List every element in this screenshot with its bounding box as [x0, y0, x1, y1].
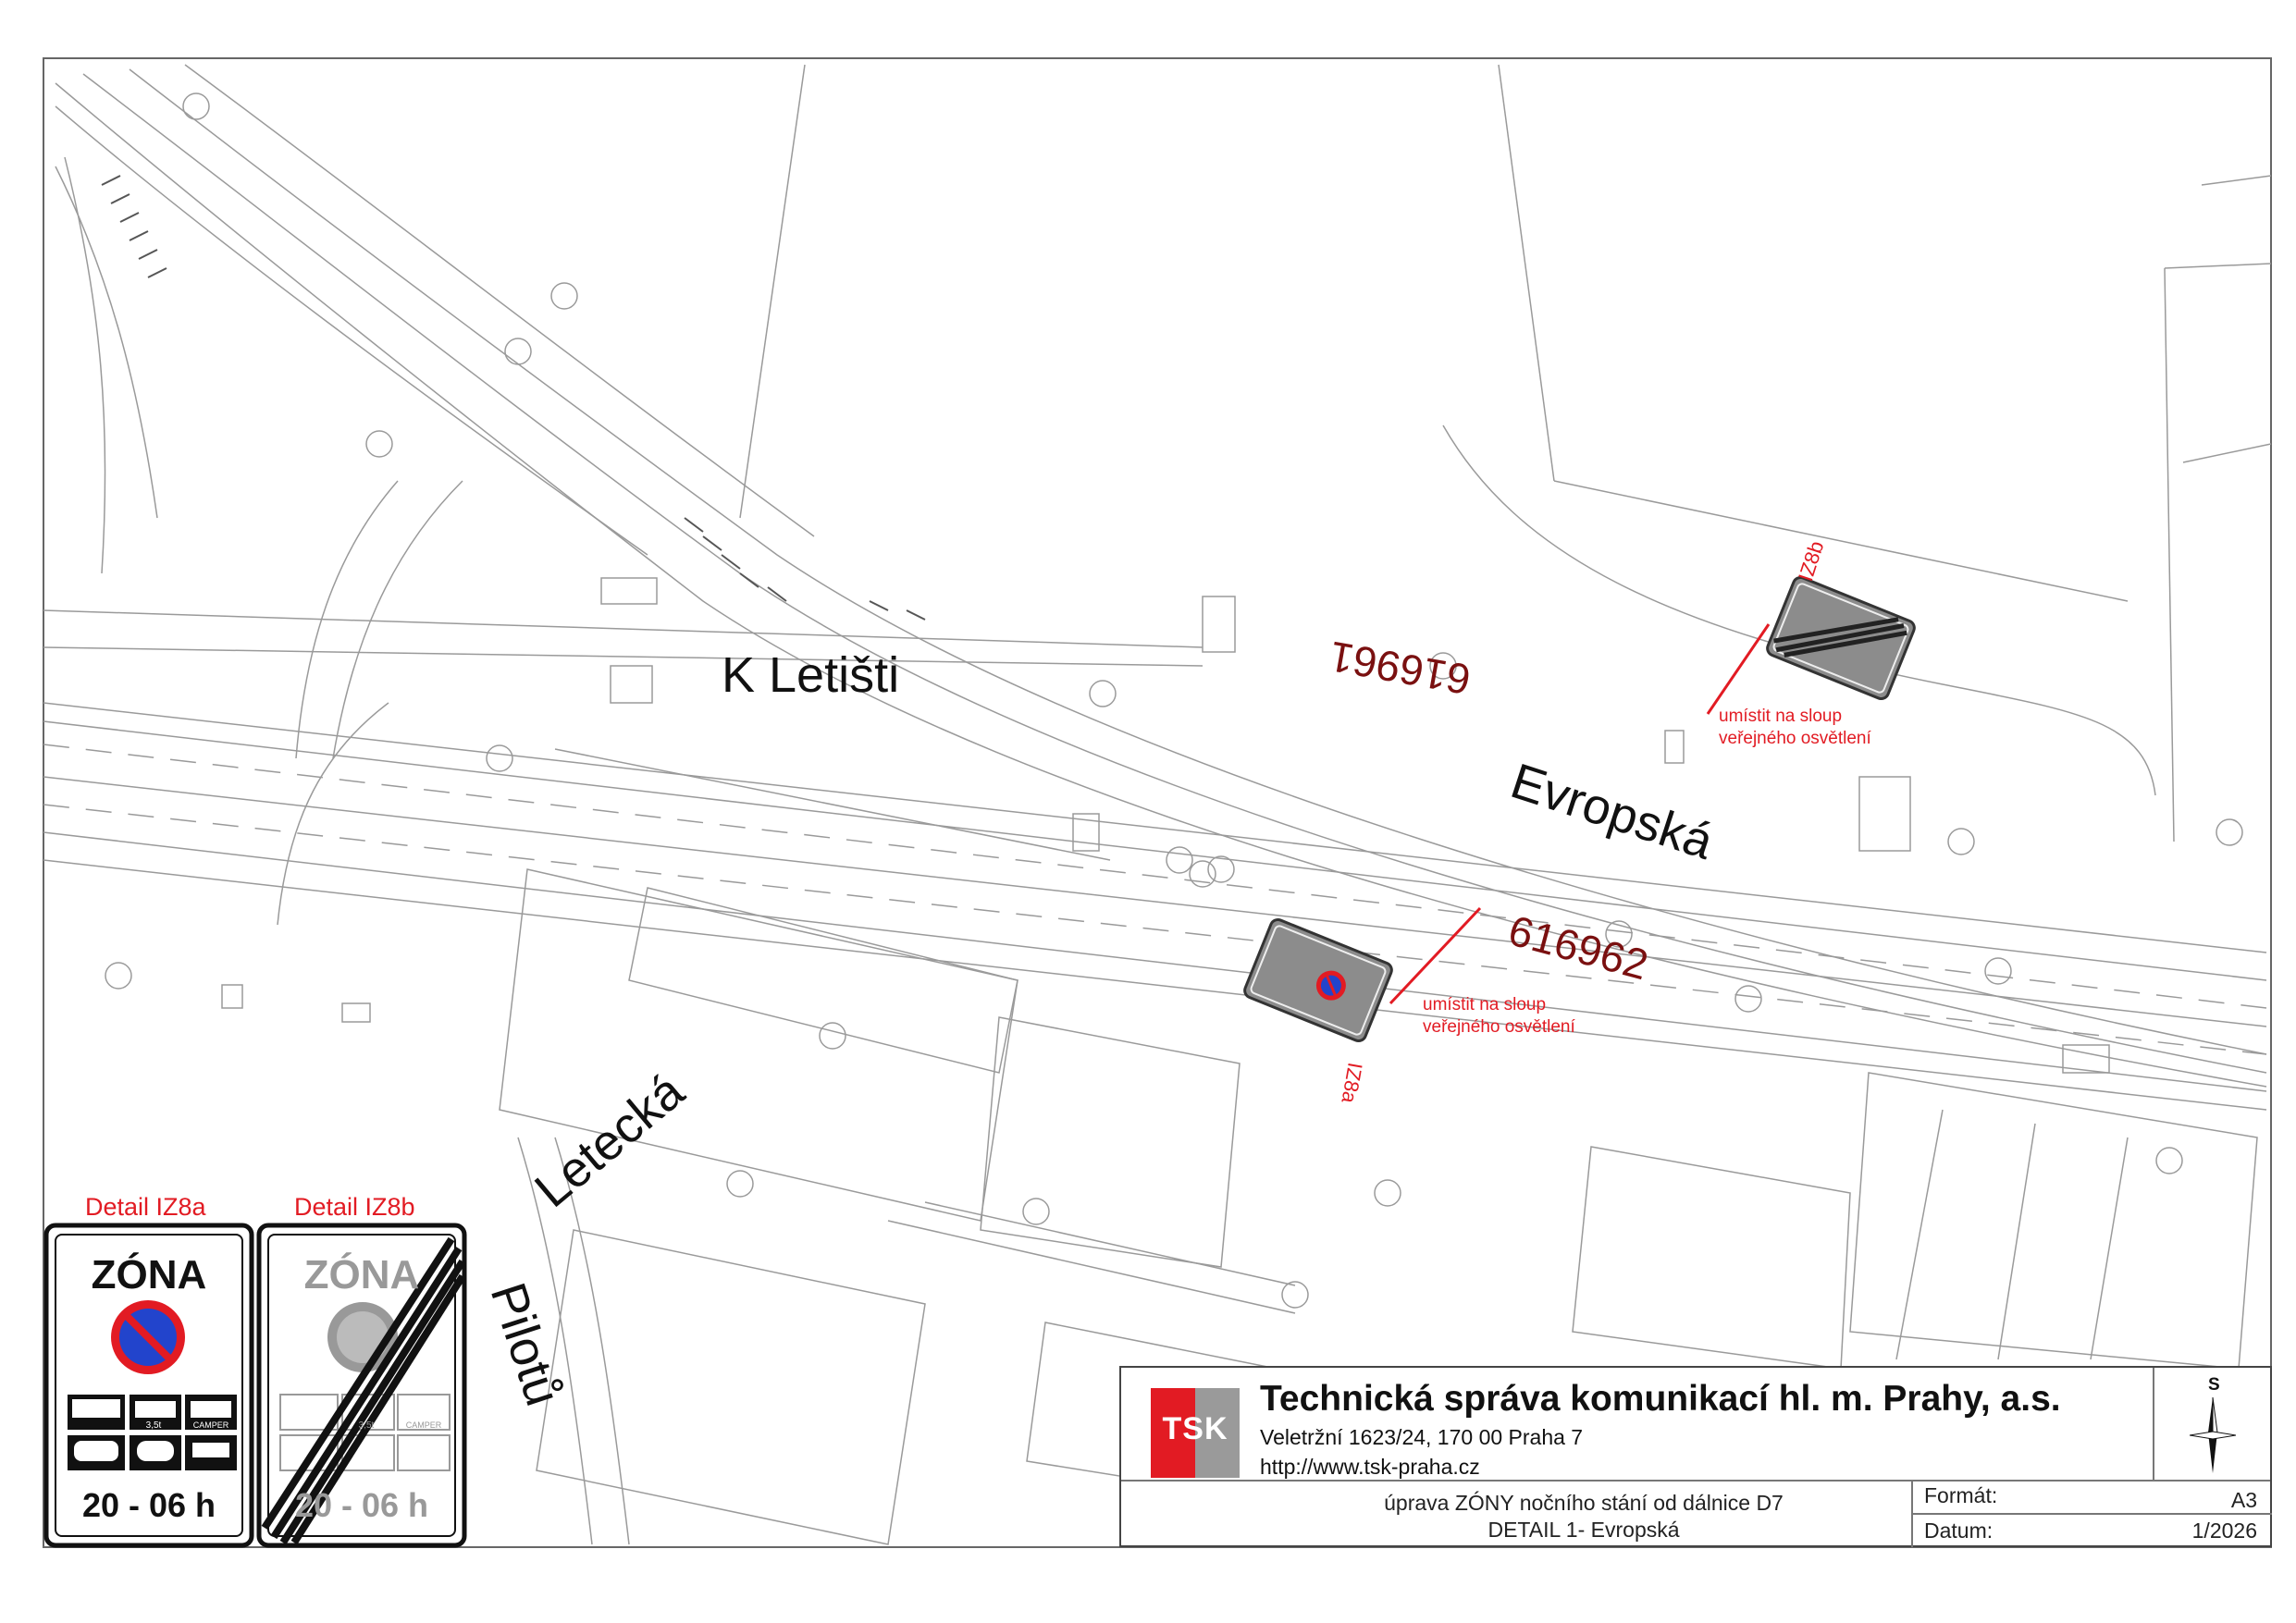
detail-iz8b-label: Detail IZ8b	[294, 1193, 415, 1221]
format-value: A3	[2230, 1488, 2257, 1512]
note-iz8a-line2: veřejného osvětlení	[1423, 1017, 1575, 1037]
street-label-pilotu: Pilotů	[479, 1276, 572, 1413]
title-block-divider-h2	[1911, 1513, 2272, 1515]
leader-line-iz8b	[1708, 624, 1769, 714]
company-name: Technická správa komunikací hl. m. Prahy, a.s.	[1260, 1379, 2061, 1419]
compass-label: S	[2208, 1375, 2220, 1395]
note-iz8b-line2: veřejného osvětlení	[1719, 729, 1871, 748]
note-iz8a-line1: umístit na sloup	[1423, 995, 1547, 1014]
title-block-divider-h	[1121, 1480, 2270, 1482]
detail-iz8b-weight: 3,5t	[358, 1420, 375, 1431]
title-block	[1119, 1366, 2272, 1547]
sign-code-iz8a: IZ8a	[1337, 1061, 1367, 1105]
north-arrow-icon	[2190, 1397, 2236, 1473]
detail-iz8a-camper: CAMPER	[192, 1420, 229, 1430]
detail-iz8b-camper: CAMPER	[405, 1420, 442, 1430]
marker-id-616962: 616962	[1503, 905, 1654, 990]
hatched-areas	[102, 176, 925, 620]
marker-id-616961: 616961	[1326, 632, 1475, 705]
company-url[interactable]: http://www.tsk-praha.cz	[1260, 1455, 1480, 1479]
street-label-k-letisti: K Letišti	[722, 647, 900, 703]
company-address: Veletržní 1623/24, 170 00 Praha 7	[1260, 1425, 1584, 1449]
map-sign-iz8a	[1242, 917, 1394, 1043]
sign-code-iz8b: IZ8b	[1793, 537, 1829, 584]
street-label-evropska: Evropská	[1504, 753, 1720, 870]
detail-iz8b-zona: ZÓNA	[303, 1252, 420, 1297]
note-iz8b-line1: umístit na sloup	[1719, 707, 1843, 726]
detail-iz8a-zona: ZÓNA	[91, 1252, 207, 1297]
street-label-letecka: Letecká	[525, 1063, 695, 1219]
date-label: Datum:	[1924, 1518, 1994, 1543]
format-label: Formát:	[1924, 1483, 1998, 1507]
detail-iz8a-label: Detail IZ8a	[85, 1193, 206, 1221]
map-sign-iz8b	[1765, 575, 1917, 701]
date-value: 1/2026	[2191, 1518, 2257, 1543]
project-detail-name: DETAIL 1- Evropská	[1487, 1518, 1680, 1542]
title-block-divider-v2	[2153, 1368, 2154, 1480]
detail-iz8a-hours: 20 - 06 h	[81, 1486, 216, 1524]
project-description: úprava ZÓNY nočního stání od dálnice D7	[1384, 1491, 1784, 1515]
leader-line-iz8a	[1390, 908, 1480, 1003]
detail-iz8a-weight: 3,5t	[145, 1420, 162, 1431]
tsk-logo-text: TSK	[1162, 1411, 1228, 1446]
detail-iz8b-hours: 20 - 06 h	[294, 1486, 429, 1524]
